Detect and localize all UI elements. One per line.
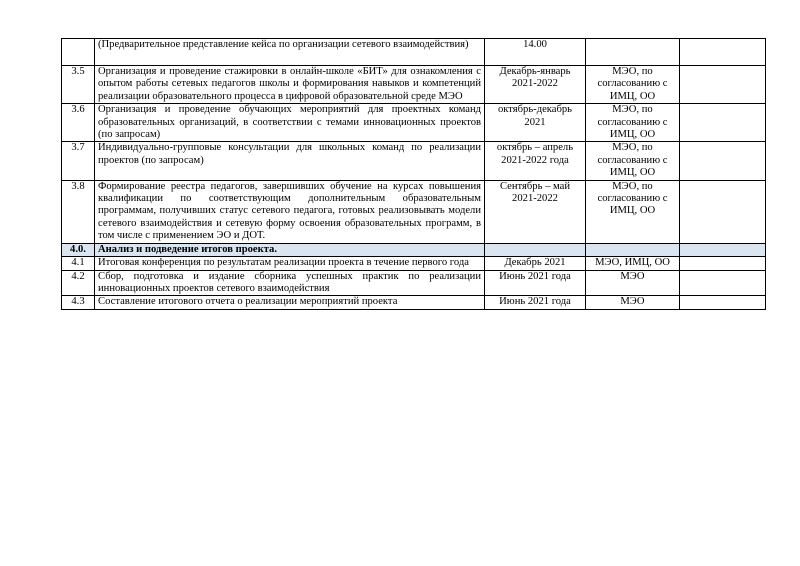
notes-cell — [680, 142, 766, 180]
table-row — [62, 180, 766, 243]
row-number-cell: 3.8 — [62, 180, 95, 243]
row-number-cell: 4.2 — [62, 270, 95, 296]
row-number-cell: 4.0. — [62, 243, 95, 256]
deadline-cell: октябрь – апрель 2021-2022 года — [485, 142, 586, 180]
responsible-cell: МЭО, по согласованию с ИМЦ, ОО — [586, 142, 680, 180]
section-row — [62, 243, 766, 256]
deadline-cell: Июнь 2021 года — [485, 270, 586, 296]
responsible-cell — [586, 39, 680, 66]
activity-description-cell: Индивидуально-групповые консультации для школьных команд по реализации проектов (по запросам) — [95, 142, 485, 180]
deadline-cell: Июнь 2021 года — [485, 296, 586, 309]
activity-description-cell: Составление итогового отчета о реализации мероприятий проекта — [95, 296, 485, 309]
activity-description-cell: Анализ и подведение итогов проекта. — [95, 243, 485, 256]
deadline-cell: октябрь-декабрь 2021 — [485, 104, 586, 142]
activity-description-cell: Организация и проведение стажировки в онлайн-школе «БИТ» для ознакомления с опытом работы сетевых педагогов школы и формирования навыков и компетенций реализации образовательного процесса в цифровой образовательной среде МЭО — [95, 66, 485, 104]
responsible-cell: МЭО, ИМЦ, ОО — [586, 257, 680, 270]
notes-cell — [680, 39, 766, 66]
table-row — [62, 296, 766, 309]
row-number-cell: 3.7 — [62, 142, 95, 180]
deadline-cell: Декабрь-январь 2021-2022 — [485, 66, 586, 104]
responsible-cell: МЭО, по согласованию с ИМЦ, ОО — [586, 104, 680, 142]
table-body — [62, 39, 766, 310]
responsible-cell: МЭО, по согласованию с ИМЦ, ОО — [586, 180, 680, 243]
table-row — [62, 270, 766, 296]
row-number-cell: 3.5 — [62, 66, 95, 104]
deadline-cell: Декабрь 2021 — [485, 257, 586, 270]
table-row — [62, 142, 766, 180]
row-number-cell: 4.3 — [62, 296, 95, 309]
table-row — [62, 39, 766, 66]
deadline-cell — [485, 243, 586, 256]
activity-description-cell: Итоговая конференция по результатам реализации проекта в течение первого года — [95, 257, 485, 270]
notes-cell — [680, 257, 766, 270]
row-number-cell: 4.1 — [62, 257, 95, 270]
notes-cell — [680, 270, 766, 296]
activity-description-cell: Сбор, подготовка и издание сборника успешных практик по реализации инновационных проектов сетевого взаимодействия — [95, 270, 485, 296]
activity-description-cell: Организация и проведение обучающих мероприятий для проектных команд образовательных организаций, в соответствии с темами инновационных проектов (по запросам) — [95, 104, 485, 142]
deadline-cell: 14.00 — [485, 39, 586, 66]
table-row — [62, 257, 766, 270]
activity-plan-table — [61, 38, 766, 310]
row-number-cell: 3.6 — [62, 104, 95, 142]
responsible-cell: МЭО, по согласованию с ИМЦ, ОО — [586, 66, 680, 104]
responsible-cell: МЭО — [586, 270, 680, 296]
deadline-cell: Сентябрь – май 2021-2022 — [485, 180, 586, 243]
notes-cell — [680, 66, 766, 104]
notes-cell — [680, 104, 766, 142]
row-number-cell — [62, 39, 95, 66]
activity-description-cell: (Предварительное представление кейса по организации сетевого взаимодействия) — [95, 39, 485, 66]
activity-description-cell: Формирование реестра педагогов, завершивших обучение на курсах повышения квалификации по соответствующим дополнительным образовательным программам, получивших статус сетевого педагога, готовых реализовывать модели сетевого взаимодействия и сетевую форму освоения образовательных программ, в том числе с применением ЭО и ДОТ. — [95, 180, 485, 243]
responsible-cell — [586, 243, 680, 256]
responsible-cell: МЭО — [586, 296, 680, 309]
notes-cell — [680, 180, 766, 243]
notes-cell — [680, 243, 766, 256]
notes-cell — [680, 296, 766, 309]
table-row — [62, 104, 766, 142]
table-row — [62, 66, 766, 104]
